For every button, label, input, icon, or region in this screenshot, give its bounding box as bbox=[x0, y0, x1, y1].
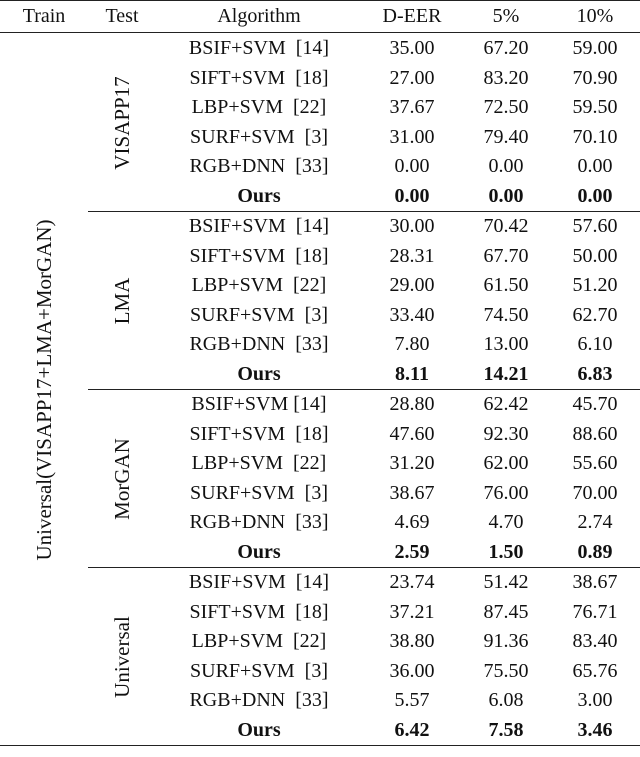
algorithm-cell: SURF+SVM [3] bbox=[190, 303, 328, 326]
deer-cell: 31.20 bbox=[389, 452, 435, 474]
fivepct-cell: 79.40 bbox=[483, 125, 529, 148]
algorithm-cell: SIFT+SVM [18] bbox=[189, 66, 329, 89]
tenpct-cell: 88.60 bbox=[572, 422, 618, 445]
tenpct-cell: 6.83 bbox=[577, 362, 613, 385]
tenpct-cell: 55.60 bbox=[572, 452, 618, 474]
tenpct-cell: 59.50 bbox=[572, 96, 618, 118]
algorithm-cell: SIFT+SVM [18] bbox=[189, 422, 329, 445]
tenpct-cell: 6.10 bbox=[577, 333, 613, 355]
deer-cell: 23.74 bbox=[389, 571, 435, 593]
deer-cell: 38.80 bbox=[389, 630, 435, 652]
deer-cell: 38.67 bbox=[389, 481, 435, 504]
tenpct-cell: 2.74 bbox=[577, 511, 613, 533]
tenpct-cell: 0.89 bbox=[577, 540, 613, 563]
tenpct-cell: 83.40 bbox=[572, 630, 618, 652]
deer-cell: 5.57 bbox=[394, 689, 430, 711]
header-deer: D-EER bbox=[382, 5, 442, 27]
fivepct-cell: 51.42 bbox=[483, 571, 529, 593]
algorithm-cell: RGB+DNN [33] bbox=[189, 689, 329, 711]
tenpct-cell: 38.67 bbox=[572, 571, 618, 593]
fivepct-cell: 75.50 bbox=[483, 659, 529, 682]
algorithm-cell: SURF+SVM [3] bbox=[190, 481, 328, 504]
fivepct-cell: 14.21 bbox=[483, 362, 529, 385]
deer-cell: 36.00 bbox=[389, 659, 435, 682]
tenpct-cell: 3.46 bbox=[577, 718, 613, 741]
fivepct-cell: 0.00 bbox=[488, 184, 524, 207]
tenpct-cell: 57.60 bbox=[572, 215, 618, 237]
algorithm-cell: Ours bbox=[237, 184, 281, 207]
header-test: Test bbox=[105, 5, 139, 27]
fivepct-cell: 74.50 bbox=[483, 303, 529, 326]
tenpct-cell: 70.10 bbox=[572, 125, 618, 148]
header-train: Train bbox=[22, 5, 66, 27]
tenpct-cell: 45.70 bbox=[572, 393, 618, 415]
algorithm-cell: SIFT+SVM [18] bbox=[189, 600, 329, 623]
tenpct-cell: 3.00 bbox=[577, 689, 613, 711]
deer-cell: 7.80 bbox=[394, 333, 430, 355]
tenpct-cell: 50.00 bbox=[572, 244, 618, 267]
fivepct-cell: 87.45 bbox=[483, 600, 529, 623]
fivepct-cell: 1.50 bbox=[488, 540, 524, 563]
tenpct-cell: 65.76 bbox=[572, 659, 618, 682]
header-10pct: 10% bbox=[576, 5, 614, 27]
algorithm-cell: SURF+SVM [3] bbox=[190, 659, 328, 682]
algorithm-cell: SIFT+SVM [18] bbox=[189, 244, 329, 267]
test-label: Universal bbox=[110, 615, 134, 698]
deer-cell: 30.00 bbox=[389, 215, 435, 237]
fivepct-cell: 92.30 bbox=[483, 422, 529, 445]
algorithm-cell: BSIF+SVM [14] bbox=[191, 393, 327, 415]
deer-cell: 0.00 bbox=[394, 155, 430, 177]
test-label: LMA bbox=[110, 277, 134, 324]
deer-cell: 6.42 bbox=[394, 718, 430, 741]
deer-cell: 8.11 bbox=[395, 362, 429, 385]
fivepct-cell: 6.08 bbox=[488, 689, 524, 711]
algorithm-cell: SURF+SVM [3] bbox=[190, 125, 328, 148]
fivepct-cell: 13.00 bbox=[483, 333, 529, 355]
tenpct-cell: 70.90 bbox=[572, 66, 618, 89]
fivepct-cell: 62.42 bbox=[483, 393, 529, 415]
deer-cell: 37.21 bbox=[389, 600, 435, 623]
fivepct-cell: 62.00 bbox=[483, 452, 529, 474]
tenpct-cell: 70.00 bbox=[572, 481, 618, 504]
deer-cell: 29.00 bbox=[389, 274, 435, 296]
header-5pct: 5% bbox=[492, 5, 520, 27]
header-rule bbox=[0, 32, 640, 33]
fivepct-cell: 72.50 bbox=[483, 96, 529, 118]
tenpct-cell: 0.00 bbox=[577, 155, 613, 177]
algorithm-cell: RGB+DNN [33] bbox=[189, 333, 329, 355]
tenpct-cell: 0.00 bbox=[577, 184, 613, 207]
algorithm-cell: LBP+SVM [22] bbox=[191, 96, 327, 118]
deer-cell: 37.67 bbox=[389, 96, 435, 118]
algorithm-cell: Ours bbox=[237, 718, 281, 741]
algorithm-cell: BSIF+SVM [14] bbox=[188, 215, 330, 237]
fivepct-cell: 4.70 bbox=[488, 511, 524, 533]
algorithm-cell: BSIF+SVM [14] bbox=[188, 571, 330, 593]
fivepct-cell: 7.58 bbox=[488, 718, 524, 741]
bottom-rule bbox=[0, 745, 640, 746]
algorithm-cell: LBP+SVM [22] bbox=[191, 630, 327, 652]
fivepct-cell: 91.36 bbox=[483, 630, 529, 652]
fivepct-cell: 70.42 bbox=[483, 215, 529, 237]
test-label: VISAPP17 bbox=[110, 75, 134, 170]
tenpct-cell: 59.00 bbox=[572, 37, 618, 59]
tenpct-cell: 76.71 bbox=[572, 600, 618, 623]
test-label: MorGAN bbox=[110, 437, 134, 520]
deer-cell: 27.00 bbox=[389, 66, 435, 89]
fivepct-cell: 67.20 bbox=[483, 37, 529, 59]
tenpct-cell: 51.20 bbox=[572, 274, 618, 296]
deer-cell: 35.00 bbox=[389, 37, 435, 59]
algorithm-cell: LBP+SVM [22] bbox=[191, 452, 327, 474]
fivepct-cell: 61.50 bbox=[483, 274, 529, 296]
deer-cell: 47.60 bbox=[389, 422, 435, 445]
algorithm-cell: BSIF+SVM [14] bbox=[188, 37, 330, 59]
algorithm-cell: Ours bbox=[237, 540, 281, 563]
deer-cell: 0.00 bbox=[394, 184, 430, 207]
deer-cell: 28.80 bbox=[389, 393, 435, 415]
algorithm-cell: RGB+DNN [33] bbox=[189, 511, 329, 533]
deer-cell: 28.31 bbox=[389, 244, 435, 267]
fivepct-cell: 76.00 bbox=[483, 481, 529, 504]
algorithm-cell: LBP+SVM [22] bbox=[191, 274, 327, 296]
fivepct-cell: 0.00 bbox=[488, 155, 524, 177]
header-algorithm: Algorithm bbox=[217, 5, 301, 27]
fivepct-cell: 83.20 bbox=[483, 66, 529, 89]
tenpct-cell: 62.70 bbox=[572, 303, 618, 326]
algorithm-cell: RGB+DNN [33] bbox=[189, 155, 329, 177]
fivepct-cell: 67.70 bbox=[483, 244, 529, 267]
deer-cell: 31.00 bbox=[389, 125, 435, 148]
train-label: Universal(VISAPP17+LMA+MorGAN) bbox=[32, 219, 56, 561]
algorithm-cell: Ours bbox=[237, 362, 281, 385]
deer-cell: 2.59 bbox=[394, 540, 430, 563]
deer-cell: 33.40 bbox=[389, 303, 435, 326]
deer-cell: 4.69 bbox=[394, 511, 430, 533]
